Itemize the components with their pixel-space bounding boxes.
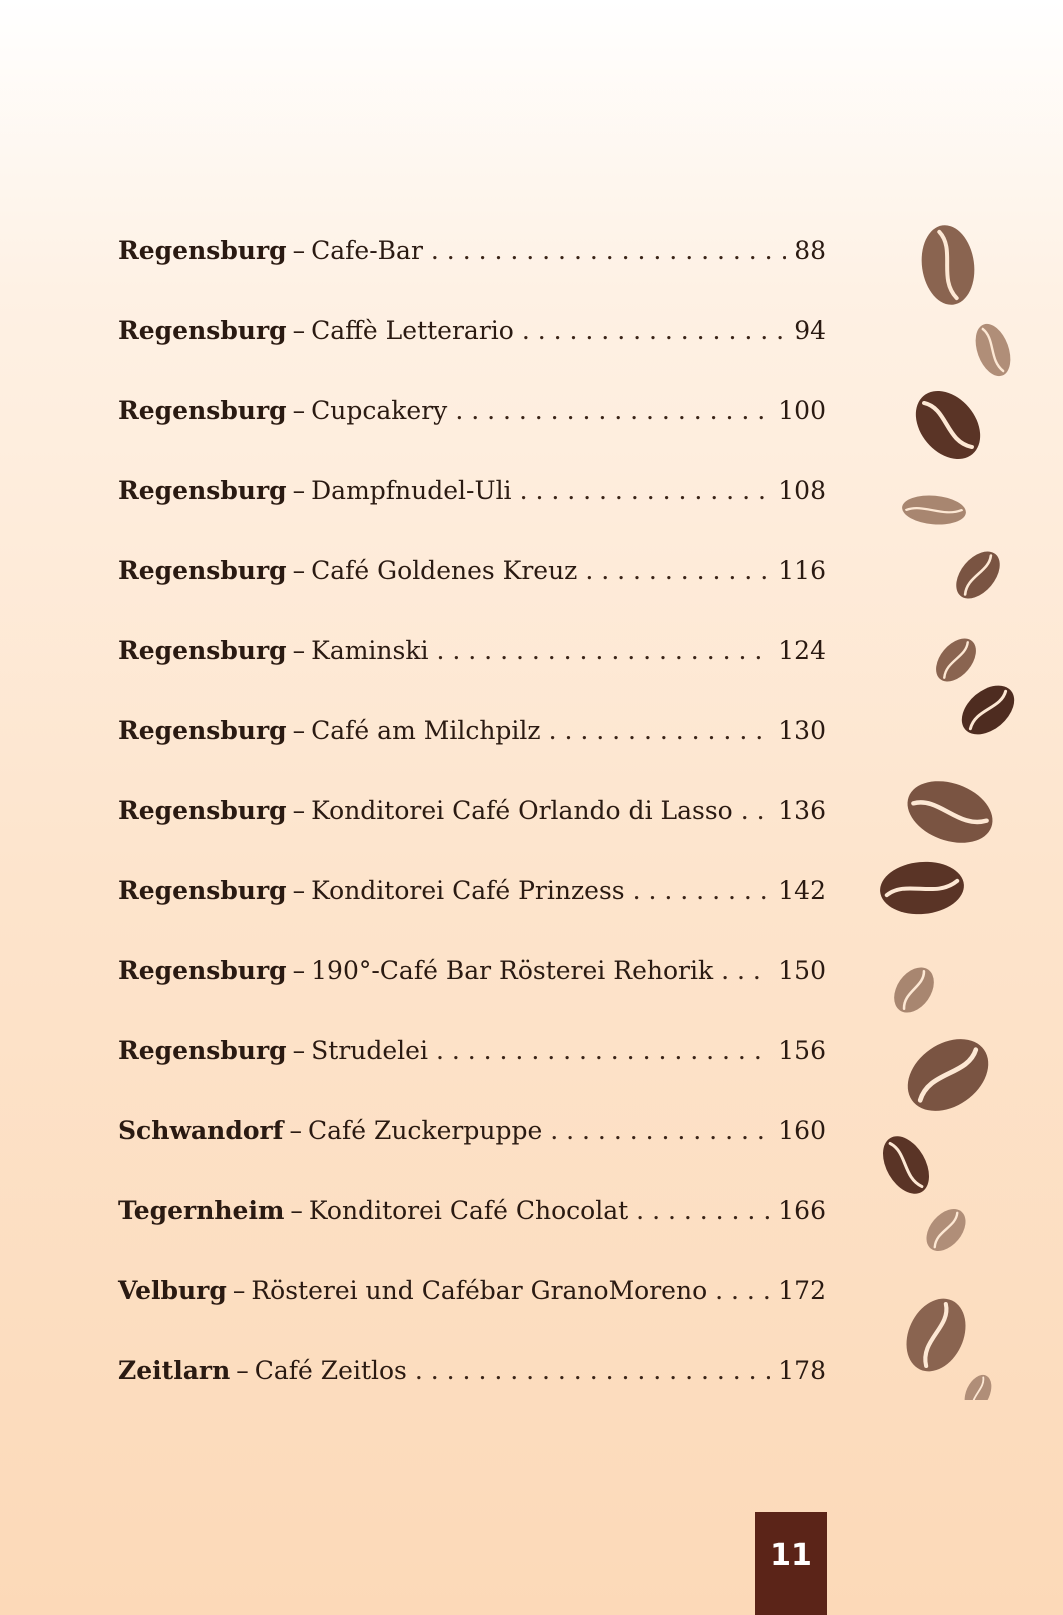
toc-city: Regensburg (118, 715, 287, 745)
toc-entry[interactable] (118, 850, 826, 930)
toc-separator: – (292, 1035, 306, 1065)
toc-entry[interactable] (118, 370, 826, 450)
toc-title: Caffè Letterario (311, 315, 514, 345)
toc-page-number: 108 (778, 475, 826, 505)
toc-separator: – (292, 955, 306, 985)
page-number-badge (755, 1512, 827, 1615)
toc-entry[interactable] (118, 1010, 826, 1090)
toc-page-number: 100 (778, 395, 826, 425)
toc-city: Regensburg (118, 875, 287, 905)
toc-title: Dampfnudel-Uli (311, 475, 512, 505)
coffee-bean-icon (959, 1371, 996, 1400)
page-number: 11 (770, 1538, 812, 1573)
toc-separator: – (292, 475, 306, 505)
toc-entry[interactable] (118, 930, 826, 1010)
toc-title: Café am Milchpilz (311, 715, 541, 745)
dot-leader (415, 1358, 770, 1383)
dot-leader (455, 398, 770, 423)
coffee-bean-icon (886, 960, 942, 1020)
coffee-beans-decoration (860, 200, 1040, 1400)
toc-title: Rösterei und Cafébar GranoMoreno (251, 1275, 708, 1305)
toc-page-number: 130 (778, 715, 826, 745)
toc-city: Regensburg (118, 555, 287, 585)
toc-title: 190°-Café Bar Rösterei Rehorik (311, 955, 714, 985)
dot-leader (520, 478, 771, 503)
toc-city: Regensburg (118, 955, 287, 985)
toc-page-number: 94 (794, 315, 826, 345)
toc-separator: – (292, 315, 306, 345)
coffee-bean-icon (895, 1289, 977, 1381)
coffee-bean-icon (901, 493, 967, 527)
coffee-bean-icon (928, 631, 984, 689)
toc-page-number: 124 (778, 635, 826, 665)
toc-page-number: 156 (778, 1035, 826, 1065)
dot-leader (549, 718, 771, 743)
coffee-bean-icon (919, 1202, 974, 1259)
toc-city: Schwandorf (118, 1115, 284, 1145)
toc-separator: – (292, 795, 306, 825)
coffee-bean-icon (894, 1024, 1002, 1126)
toc-entry[interactable] (118, 1170, 826, 1250)
toc-separator: – (292, 395, 306, 425)
toc-title: Cafe-Bar (311, 235, 423, 265)
toc-separator: – (292, 635, 306, 665)
dot-leader (636, 1198, 770, 1223)
toc-title: Café Zeitlos (254, 1355, 407, 1385)
toc-entry[interactable] (118, 1250, 826, 1330)
toc-entry[interactable] (118, 450, 826, 530)
dot-leader (522, 318, 786, 343)
coffee-bean-icon (878, 858, 966, 917)
toc-page-number: 136 (778, 795, 826, 825)
toc-title: Kaminski (311, 635, 429, 665)
toc-entry[interactable] (118, 210, 826, 290)
dot-leader (633, 878, 771, 903)
coffee-bean-icon (874, 1128, 939, 1202)
toc-city: Regensburg (118, 1035, 287, 1065)
toc-entry[interactable] (118, 1330, 826, 1410)
toc-page-number: 150 (778, 955, 826, 985)
toc-page-number: 166 (778, 1195, 826, 1225)
toc-page-number: 88 (794, 235, 826, 265)
toc-city: Regensburg (118, 635, 287, 665)
toc-title: Konditorei Café Prinzess (311, 875, 625, 905)
toc-title: Cupcakery (311, 395, 448, 425)
coffee-bean-icon (899, 770, 1001, 854)
toc-entry[interactable] (118, 530, 826, 610)
toc-separator: – (292, 235, 306, 265)
toc-city: Zeitlarn (118, 1355, 231, 1385)
toc-title: Konditorei Café Orlando di Lasso (311, 795, 733, 825)
toc-page-number: 172 (778, 1275, 826, 1305)
toc-title: Strudelei (311, 1035, 428, 1065)
toc-separator: – (232, 1275, 246, 1305)
dot-leader (741, 798, 771, 823)
dot-leader (550, 1118, 770, 1143)
toc-separator: – (292, 875, 306, 905)
coffee-bean-icon (917, 222, 980, 308)
dot-leader (585, 558, 770, 583)
toc-title: Konditorei Café Chocolat (308, 1195, 629, 1225)
coffee-bean-icon (952, 676, 1023, 744)
toc-city: Tegernheim (118, 1195, 285, 1225)
coffee-bean-icon (969, 319, 1017, 381)
coffee-bean-icon (948, 543, 1009, 606)
dot-leader (431, 238, 786, 263)
toc-separator: – (289, 1115, 302, 1145)
coffee-bean-icon (903, 378, 994, 471)
toc-page-number: 142 (778, 875, 826, 905)
table-of-contents (118, 210, 826, 1410)
toc-entry[interactable] (118, 290, 826, 370)
toc-separator: – (290, 1195, 303, 1225)
toc-separator: – (292, 555, 306, 585)
toc-title: Café Goldenes Kreuz (311, 555, 578, 585)
toc-page-number: 160 (778, 1115, 826, 1145)
toc-page-number: 116 (778, 555, 826, 585)
toc-separator: – (292, 715, 306, 745)
toc-page-number: 178 (778, 1355, 826, 1385)
toc-city: Regensburg (118, 475, 287, 505)
toc-entry[interactable] (118, 690, 826, 770)
toc-city: Regensburg (118, 395, 287, 425)
toc-entry[interactable] (118, 770, 826, 850)
toc-entry[interactable] (118, 610, 826, 690)
toc-city: Regensburg (118, 315, 287, 345)
dot-leader (721, 958, 770, 983)
toc-entry[interactable] (118, 1090, 826, 1170)
toc-city: Velburg (118, 1275, 227, 1305)
dot-leader (436, 1038, 770, 1063)
toc-title: Café Zuckerpuppe (307, 1115, 543, 1145)
dot-leader (437, 638, 771, 663)
dot-leader (715, 1278, 770, 1303)
toc-separator: – (236, 1355, 249, 1385)
toc-city: Regensburg (118, 795, 287, 825)
toc-city: Regensburg (118, 235, 287, 265)
